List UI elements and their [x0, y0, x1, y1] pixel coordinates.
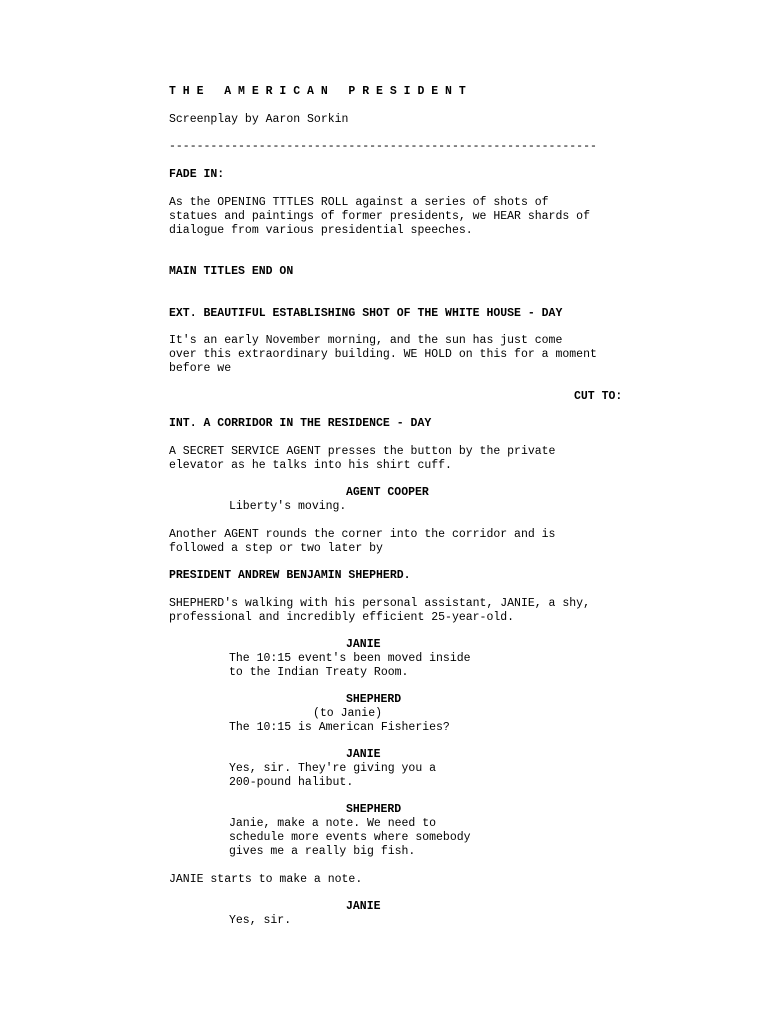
dialogue-line: to the Indian Treaty Room.	[229, 666, 409, 679]
action-line: over this extraordinary building. WE HOLD on this for a moment	[169, 348, 597, 361]
dialogue-line: The 10:15 is American Fisheries?	[229, 721, 450, 734]
dialogue-line: Janie, make a note. We need to	[229, 817, 437, 830]
action-line: dialogue from various presidential speeches.	[169, 224, 473, 237]
dialogue-line: Liberty's moving.	[229, 500, 347, 513]
action-line: A SECRET SERVICE AGENT presses the button by the private	[169, 445, 556, 458]
transition: CUT TO:	[574, 390, 623, 403]
action-line: followed a step or two later by	[169, 542, 383, 555]
main-titles-heading: MAIN TITLES END ON	[169, 265, 294, 278]
byline: Screenplay by Aaron Sorkin	[169, 113, 349, 126]
character-cue: AGENT COOPER	[346, 486, 429, 499]
fade-in: FADE IN:	[169, 168, 225, 181]
scene-heading: INT. A CORRIDOR IN THE RESIDENCE - DAY	[169, 417, 432, 430]
dialogue-line: Yes, sir.	[229, 914, 292, 927]
dialogue-line: schedule more events where somebody	[229, 831, 471, 844]
character-cue: JANIE	[346, 748, 381, 761]
action-line: before we	[169, 362, 232, 375]
character-cue: JANIE	[346, 638, 381, 651]
divider-rule: --------------------------------------------------------------	[169, 140, 597, 153]
action-line: JANIE starts to make a note.	[169, 873, 363, 886]
parenthetical: (to Janie)	[313, 707, 383, 720]
action-line: SHEPHERD's walking with his personal assistant, JANIE, a shy,	[169, 597, 590, 610]
character-intro: PRESIDENT ANDREW BENJAMIN SHEPHERD.	[169, 569, 411, 582]
character-cue: SHEPHERD	[346, 693, 402, 706]
action-line: elevator as he talks into his shirt cuff.	[169, 459, 452, 472]
dialogue-line: The 10:15 event's been moved inside	[229, 652, 471, 665]
action-line: It's an early November morning, and the sun has just come	[169, 334, 563, 347]
action-line: As the OPENING TTTLES ROLL against a series of shots of	[169, 196, 549, 209]
action-line: statues and paintings of former presidents, we HEAR shards of	[169, 210, 590, 223]
character-cue: SHEPHERD	[346, 803, 402, 816]
action-line: professional and incredibly efficient 25-year-old.	[169, 611, 515, 624]
character-cue: JANIE	[346, 900, 381, 913]
scene-heading: EXT. BEAUTIFUL ESTABLISHING SHOT OF THE WHITE HOUSE - DAY	[169, 307, 563, 320]
dialogue-line: 200-pound halibut.	[229, 776, 354, 789]
dialogue-line: Yes, sir. They're giving you a	[229, 762, 437, 775]
screenplay-title: T H E A M E R I C A N P R E S I D E N T	[169, 85, 466, 98]
action-line: Another AGENT rounds the corner into the corridor and is	[169, 528, 556, 541]
dialogue-line: gives me a really big fish.	[229, 845, 416, 858]
